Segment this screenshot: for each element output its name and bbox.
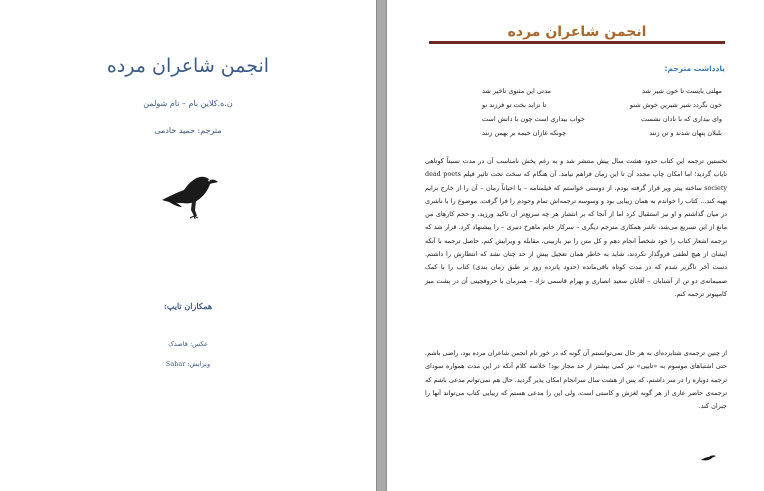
poem-couplet bbox=[482, 126, 722, 140]
poem-hemistich-right: چونکه غازان خیمه بر بهمن زنند bbox=[482, 129, 567, 137]
poem-hemistich-left: مهلتی بایست تا خون شیر شد bbox=[642, 87, 722, 95]
authors-line: ن.ه.کلاین بام – تام شولمن bbox=[143, 99, 233, 108]
translator-line: مترجم: حمید خادمی bbox=[154, 126, 222, 135]
poem-hemistich-right: تا نزاید بخت تو فرزند نو bbox=[482, 101, 547, 109]
poem-block bbox=[482, 84, 722, 140]
page-header-title: انجمن شاعران مرده bbox=[507, 24, 647, 40]
edit-credit: ویرایش: Sahar bbox=[165, 360, 211, 368]
header-divider bbox=[429, 41, 725, 44]
collaborators-title: همکاران تایپ: bbox=[163, 301, 213, 311]
body-paragraph: از چنین ترجمه‌ی شتابزده‌ای به هر حال نمی‌توانستم آن گونه که در خور نام انجمن شاعران مرده بود، راضی باشم. حتی اشتباهای موسوم به «تایپی» نیز کمی بیشتر از حد مجاز بود! خلاصه کلام آنکه در این مدت همواره سودای ترجمه دوباره را در سر داشتم، که پس از هشت سال سرانجام امکان پذیر گردید. حال هم نمی‌توانم مدعی باشم که ترجمه‌ی حاضر عاری از هر گونه لغزش و کاستی است، ولی این را مدعی هستم که زیبایی کتاب می‌تواند آنها را جبران کند. bbox=[425, 349, 727, 411]
poem-couplet bbox=[482, 112, 722, 126]
book-title: انجمن شاعران مرده bbox=[106, 55, 270, 77]
poem-hemistich-left: وای بیداری که با نادان نشست bbox=[641, 115, 722, 123]
left-page bbox=[0, 0, 377, 491]
poem-hemistich-right: مدتی این مثنوی تاخیر شد bbox=[482, 87, 552, 95]
crow-illustration bbox=[160, 170, 220, 220]
poem-hemistich-right: خواب بیداری است چون با دانش است bbox=[482, 115, 585, 123]
poem-couplet bbox=[482, 84, 722, 98]
poem-hemistich-left: بلبلان پنهان شدند و تن زنند bbox=[649, 129, 722, 137]
photo-credit: عکس: قاصدک bbox=[168, 340, 208, 348]
section-heading: یادداشت مترجم: bbox=[664, 64, 725, 73]
right-page bbox=[386, 0, 764, 491]
body-paragraph: نخستین ترجمه این کتاب حدود هشت سال پیش منتشر شد و به رغم پخش نامناسب آن در مدت نسبتاً کوتاهی نایاب گردید؛ اما امکان چاپ مجدد آن تا این زمان فراهم نیامد. آن هنگام که سخت تحت تاثیر فیلم dead poets society ساخته پیتر ویر قرار گرفته بودم، از دوستی خواستم که فیلمنامه – یا احیاناً رمان – آن را از خارج برایم تهیه کند... کتاب را خواندم به همان زیبایی بود و وسوسه ترجمه‌اش تمام وجودم را فرا گرفت. موضوع را با ناشری در میان گذاشتم و او نیز استقبال کرد اما از آنجا که بر انتشار هر چه سریع‌تر آن تاکید ورزید، و حجم کارهای من مانع از این تسریع می‌شد، ناشر همکاری مترجم دیگری – سرکار خانم ماهرخ دبیری – را پیشنهاد کرد. قرار شد که ترجمه اشعار کتاب را خود شخصاً انجام دهم و کل متن را نیز بازبینی، مقابله و ویرایش کنم. حاصل ترجمه با آنکه ایشان از هیچ لطفی فروگذار نکردند، شاید به خاطر همان تعجیل بیش از حد چنان نشد که انتظارش را داشتم. دست آخر ناگزیر شدم که در مدت کوتاه باقی‌مانده (حدود پانزده روز بر طبق زمان بندی) کتاب را با کمک صمیمانه‌ی دو تن از آشنایان – آقایان سعید انصاری و بهرام قاسمی نژاد – همزمان با حروفچینی آن در پشت میز کامپیوتر ترجمه کنم. bbox=[425, 157, 727, 298]
crow-ornament-icon bbox=[701, 454, 717, 462]
poem-couplet bbox=[482, 98, 722, 112]
poem-hemistich-left: خون نگردد شیر شیرین خوش شنو bbox=[629, 101, 722, 109]
